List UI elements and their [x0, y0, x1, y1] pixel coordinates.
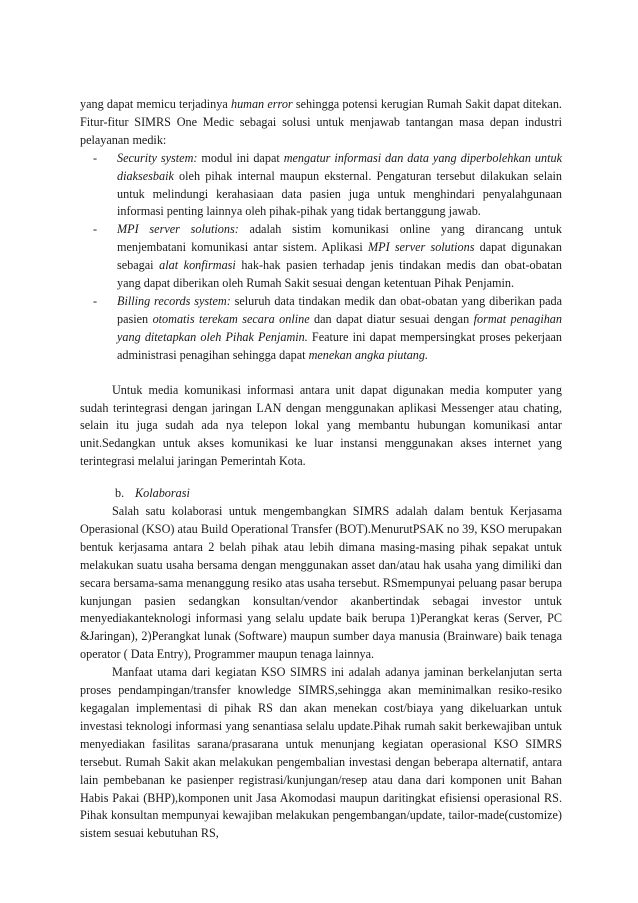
- item-text: modul ini dapat: [197, 150, 284, 165]
- item-text: Feature ini dapat mempersingkat proses pekerjaan administrasi penagihan sehingga dapat: [117, 329, 562, 362]
- item-text: dan dapat diatur sesuai dengan: [309, 311, 474, 326]
- list-dash: -: [93, 293, 98, 308]
- media-paragraph: Untuk media komunikasi informasi antara unit dapat digunakan media komputer yang sudah terintegrasi dengan jaringan LAN dengan menggunakan aplikasi Messenger atau chating, selain itu juga sudah ada nya telepon lokal yang membantu hubungan komunikasi antar unit.Sedangkan untuk akses komunikasi ke luar instansi menggunakan akses internet yang terintegrasi melalui jaringan Pemerintah Kota.: [80, 382, 562, 469]
- list-item-billing: [80, 293, 562, 365]
- item-italic: otomatis terekam secara online: [152, 311, 310, 326]
- manfaat-paragraph: Manfaat utama dari kegiatan KSO SIMRS ini adalah adanya jaminan berkelanjutan serta proses pendampingan/transfer knowledge SIMRS,sehingga akan meminimalkan resiko-resiko kegagalan implementasi di pihak RS dan akan menekan cost/biaya yang dikeluarkan untuk investasi teknologi informasi yang senantiasa selalu update.Pihak rumah sakit berkewajiban untuk menyediakan fasilitas sarana/prasarana untuk menunjang kegiatan operasional KSO SIMRS tersebut. Rumah Sakit akan melakukan pengembalian investasi dengan beberapa alternatif, antara lain pembebanan ke pasienper registrasi/kunjungan/resep atau dana dari komponen unit Bahan Habis Pakai (BHP),komponen unit Jasa Akomodasi maupun daritingkat efisiensi operasional RS. Pihak konsultan mempunyai kewajiban melakukan pengembangan/update, tailor-made(customize) sistem sesuai kebutuhan RS,: [80, 665, 562, 841]
- item-italic: menekan angka piutang.: [308, 347, 429, 362]
- item-italic: mengatur informasi dan data yang diperbolehkan untuk diaksesbaik: [117, 150, 563, 183]
- intro-text-2: sehingga potensi kerugian Rumah Sakit dapat ditekan. Fitur-fitur SIMRS One Medic sebagai solusi untuk menjawab tantangan masa depan industri pelayanan medik:: [80, 97, 562, 147]
- item-text: seluruh data tindakan medik dan obat-obatan yang diberikan pada pasien: [117, 293, 562, 326]
- subheading: [80, 485, 562, 503]
- item-text: dapat digunakan sebagai: [117, 240, 562, 273]
- list-dash: -: [93, 150, 98, 165]
- list-dash: -: [93, 222, 98, 237]
- subheading-number: b.: [115, 486, 125, 501]
- item-text: oleh pihak internal maupun eksternal. Pengaturan tersebut dilakukan selain untuk melindungi kerahasiaan data pasien juga untuk menghindari penyalahgunaan informasi penting lainnya oleh pihak-pihak yang tidak bertanggung jawab.: [117, 168, 562, 219]
- subheading-title: Kolaborasi: [135, 486, 190, 501]
- item-italic: MPI server solutions: [367, 240, 475, 255]
- intro-paragraph: [80, 96, 562, 150]
- item-text: adalah sistim komunikasi online yang dirancang untuk menjembatani komunikasi antar sistem. Aplikasi: [117, 222, 562, 255]
- item-term: Billing records system:: [117, 293, 231, 308]
- feature-list: [80, 150, 562, 365]
- item-italic: format penagihan yang ditetapkan oleh Pihak Penjamin.: [117, 311, 562, 344]
- item-term: MPI server solutions:: [117, 222, 239, 237]
- intro-italic-term: human error: [230, 97, 293, 111]
- item-term: Security system:: [117, 150, 198, 165]
- kso-paragraph: Salah satu kolaborasi untuk mengembangkan SIMRS adalah dalam bentuk Kerjasama Operasional (KSO) atau Build Operational Transfer (BOT).MenurutPSAK no 39, KSO merupakan bentuk kerjasama antara 2 belah pihak atau lebih dimana masing-masing pihak sepakat untuk melakukan suatu usaha bersama dengan menggunakan asset dan/atau hak usaha yang dimiliki dan secara bersama-sama menanggung resiko atas usaha tersebut. RSmempunyai peluang pasar berupa kunjungan pasien sedangkan konsultan/vendor akanbertindak sebagai investor untuk menyediakanteknologi informasi yang selalu update baik berupa 1)Perangkat keras (Server, PC &Jaringan), 2)Perangkat lunak (Software) maupun sumber daya manusia (Brainware) baik tenaga operator ( Data Entry), Programmer maupun tenaga lainnya.: [80, 504, 563, 662]
- item-italic: alat konfirmasi: [159, 258, 236, 273]
- intro-text-1: yang dapat memicu terjadinya: [80, 97, 231, 111]
- document-page: [80, 96, 562, 843]
- list-item-mpi: [80, 221, 562, 293]
- item-text: hak-hak pasien terhadap jenis tindakan medis dan obat-obatan yang dapat diberikan oleh Rumah Sakit sesuai dengan ketentuan Pihak Penjamin.: [117, 258, 562, 291]
- list-item-security: [80, 150, 562, 222]
